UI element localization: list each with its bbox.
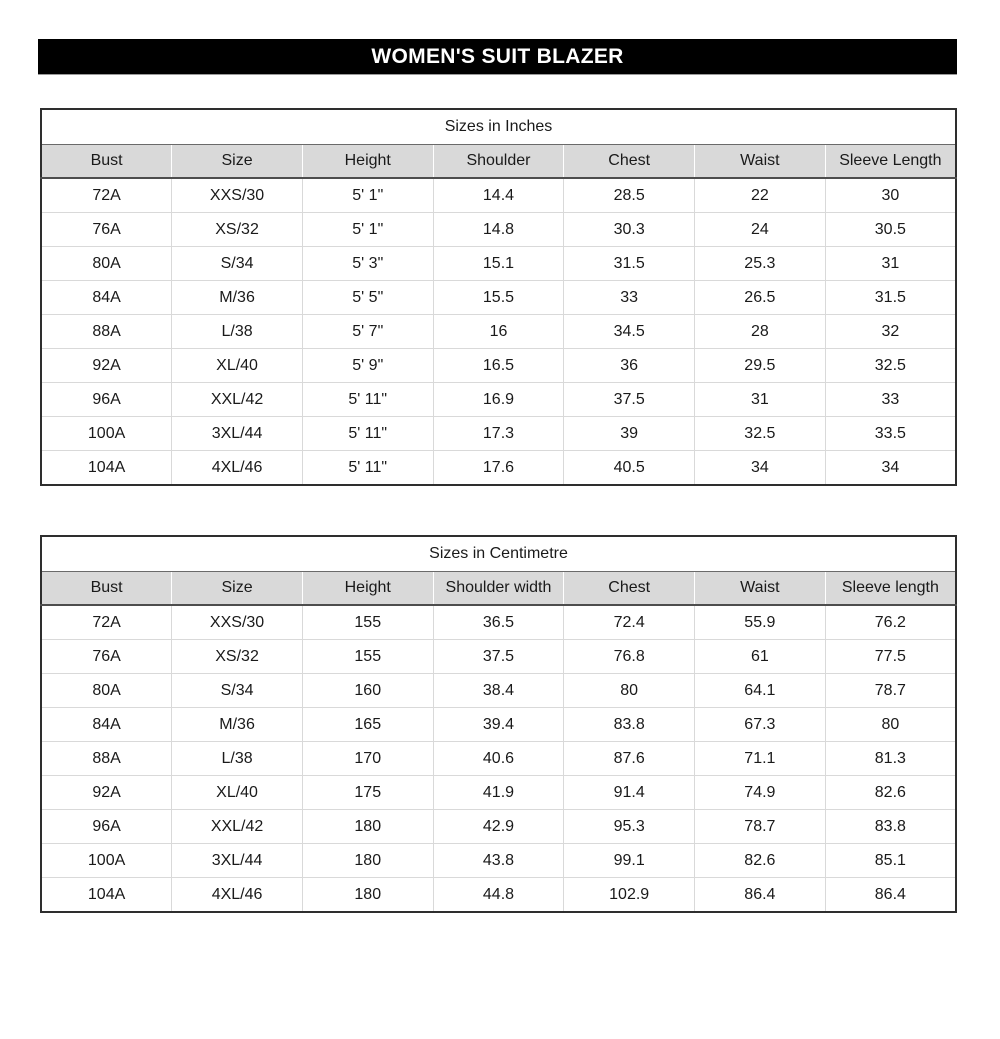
table-cell: 34.5 xyxy=(564,315,695,349)
table-cell: 5' 9" xyxy=(302,349,433,383)
table-cell: 3XL/44 xyxy=(172,417,303,451)
table-cell: 34 xyxy=(825,451,956,486)
table-cell: 91.4 xyxy=(564,776,695,810)
table-row xyxy=(41,349,956,383)
sizes-in-inches-section xyxy=(40,108,957,486)
table-row xyxy=(41,878,956,913)
table-cell: L/38 xyxy=(172,315,303,349)
column-header: Chest xyxy=(564,572,695,606)
table-cell: 24 xyxy=(695,213,826,247)
table-row xyxy=(41,417,956,451)
table-cell: 77.5 xyxy=(825,640,956,674)
table-cell: 175 xyxy=(302,776,433,810)
table-cell: 28.5 xyxy=(564,178,695,213)
table-row xyxy=(41,383,956,417)
table-cell: 30.3 xyxy=(564,213,695,247)
table-title: Sizes in Inches xyxy=(41,109,956,145)
table-cell: 5' 1" xyxy=(302,213,433,247)
table-row xyxy=(41,640,956,674)
table-row xyxy=(41,213,956,247)
table-cell: 5' 1" xyxy=(302,178,433,213)
table-cell: 99.1 xyxy=(564,844,695,878)
table-cell: XXS/30 xyxy=(172,605,303,640)
table-cell: 37.5 xyxy=(433,640,564,674)
column-header: Sleeve length xyxy=(825,572,956,606)
table-cell: 33.5 xyxy=(825,417,956,451)
table-cell: 16.5 xyxy=(433,349,564,383)
table-cell: 80A xyxy=(41,247,172,281)
table-cell: L/38 xyxy=(172,742,303,776)
table-cell: 16 xyxy=(433,315,564,349)
table-cell: S/34 xyxy=(172,247,303,281)
table-cell: 71.1 xyxy=(695,742,826,776)
column-header: Bust xyxy=(41,145,172,179)
column-header: Bust xyxy=(41,572,172,606)
table-cell: 28 xyxy=(695,315,826,349)
table-cell: 15.1 xyxy=(433,247,564,281)
table-cell: 38.4 xyxy=(433,674,564,708)
table-cell: 86.4 xyxy=(825,878,956,913)
table-cell: 78.7 xyxy=(825,674,956,708)
table-cell: 34 xyxy=(695,451,826,486)
table-cell: 72A xyxy=(41,178,172,213)
table-cell: 17.6 xyxy=(433,451,564,486)
table-cell: 39 xyxy=(564,417,695,451)
table-row xyxy=(41,451,956,486)
header-row xyxy=(41,572,956,606)
table-cell: 72A xyxy=(41,605,172,640)
table-cell: 100A xyxy=(41,844,172,878)
table-cell: M/36 xyxy=(172,281,303,315)
table-cell: 80 xyxy=(825,708,956,742)
table-cell: XS/32 xyxy=(172,640,303,674)
table-cell: 55.9 xyxy=(695,605,826,640)
column-header: Height xyxy=(302,145,433,179)
column-header: Waist xyxy=(695,145,826,179)
table-cell: 22 xyxy=(695,178,826,213)
table-cell: 42.9 xyxy=(433,810,564,844)
table-cell: 31 xyxy=(695,383,826,417)
table-cell: 104A xyxy=(41,878,172,913)
size-table-inches xyxy=(40,108,957,486)
table-cell: 5' 7" xyxy=(302,315,433,349)
table-cell: 43.8 xyxy=(433,844,564,878)
table-cell: XXL/42 xyxy=(172,810,303,844)
page-title: WOMEN'S SUIT BLAZER xyxy=(371,44,624,68)
table-cell: 160 xyxy=(302,674,433,708)
table-row xyxy=(41,605,956,640)
table-row xyxy=(41,178,956,213)
table-cell: S/34 xyxy=(172,674,303,708)
title-banner xyxy=(38,39,957,74)
table-cell: 30 xyxy=(825,178,956,213)
table-cell: 102.9 xyxy=(564,878,695,913)
table-cell: 5' 5" xyxy=(302,281,433,315)
table-cell: 33 xyxy=(564,281,695,315)
table-row xyxy=(41,776,956,810)
table-cell: 3XL/44 xyxy=(172,844,303,878)
header-row xyxy=(41,145,956,179)
table-cell: XL/40 xyxy=(172,349,303,383)
table-cell: 14.8 xyxy=(433,213,564,247)
column-header: Size xyxy=(172,145,303,179)
table-cell: 17.3 xyxy=(433,417,564,451)
table-cell: 76A xyxy=(41,213,172,247)
table-cell: 37.5 xyxy=(564,383,695,417)
table-cell: 31.5 xyxy=(564,247,695,281)
table-cell: XL/40 xyxy=(172,776,303,810)
column-header: Chest xyxy=(564,145,695,179)
table-cell: 95.3 xyxy=(564,810,695,844)
table-cell: 170 xyxy=(302,742,433,776)
table-cell: 82.6 xyxy=(825,776,956,810)
table-cell: 92A xyxy=(41,349,172,383)
table-row xyxy=(41,674,956,708)
table-cell: 81.3 xyxy=(825,742,956,776)
table-cell: 84A xyxy=(41,708,172,742)
sizes-in-centimetre-section xyxy=(40,535,957,913)
table-cell: 88A xyxy=(41,742,172,776)
table-cell: 40.6 xyxy=(433,742,564,776)
table-cell: 16.9 xyxy=(433,383,564,417)
table-cell: 32.5 xyxy=(695,417,826,451)
table-row xyxy=(41,844,956,878)
column-header: Shoulder xyxy=(433,145,564,179)
table-row xyxy=(41,247,956,281)
table-cell: 36.5 xyxy=(433,605,564,640)
table-cell: 41.9 xyxy=(433,776,564,810)
table-row xyxy=(41,281,956,315)
table-cell: 78.7 xyxy=(695,810,826,844)
table-cell: 4XL/46 xyxy=(172,878,303,913)
column-header: Sleeve Length xyxy=(825,145,956,179)
table-cell: 26.5 xyxy=(695,281,826,315)
table-cell: 76.8 xyxy=(564,640,695,674)
table-cell: 83.8 xyxy=(564,708,695,742)
size-table-centimetre xyxy=(40,535,957,913)
table-cell: 5' 11" xyxy=(302,417,433,451)
table-title: Sizes in Centimetre xyxy=(41,536,956,572)
table-cell: 87.6 xyxy=(564,742,695,776)
table-cell: 76.2 xyxy=(825,605,956,640)
table-cell: 33 xyxy=(825,383,956,417)
table-cell: 32 xyxy=(825,315,956,349)
table-cell: 31.5 xyxy=(825,281,956,315)
table-cell: 86.4 xyxy=(695,878,826,913)
table-cell: 96A xyxy=(41,383,172,417)
table-cell: 44.8 xyxy=(433,878,564,913)
table-cell: 165 xyxy=(302,708,433,742)
table-cell: 5' 11" xyxy=(302,451,433,486)
table-row xyxy=(41,315,956,349)
table-cell: 76A xyxy=(41,640,172,674)
table-cell: 96A xyxy=(41,810,172,844)
table-cell: 36 xyxy=(564,349,695,383)
table-cell: 31 xyxy=(825,247,956,281)
table-row xyxy=(41,742,956,776)
table-cell: XXS/30 xyxy=(172,178,303,213)
table-cell: 67.3 xyxy=(695,708,826,742)
table-cell: 180 xyxy=(302,844,433,878)
table-cell: 72.4 xyxy=(564,605,695,640)
table-cell: 39.4 xyxy=(433,708,564,742)
table-cell: 80A xyxy=(41,674,172,708)
table-cell: XS/32 xyxy=(172,213,303,247)
table-cell: 61 xyxy=(695,640,826,674)
table-cell: 29.5 xyxy=(695,349,826,383)
table-cell: 82.6 xyxy=(695,844,826,878)
size-chart-page xyxy=(0,39,1000,913)
column-header: Height xyxy=(302,572,433,606)
table-cell: 5' 11" xyxy=(302,383,433,417)
table-body xyxy=(41,178,956,485)
table-cell: 40.5 xyxy=(564,451,695,486)
table-cell: 83.8 xyxy=(825,810,956,844)
table-title-row xyxy=(41,109,956,145)
table-cell: 4XL/46 xyxy=(172,451,303,486)
table-row xyxy=(41,708,956,742)
table-cell: 180 xyxy=(302,810,433,844)
table-body xyxy=(41,605,956,912)
column-header: Shoulder width xyxy=(433,572,564,606)
table-cell: 30.5 xyxy=(825,213,956,247)
table-cell: 155 xyxy=(302,605,433,640)
table-cell: 25.3 xyxy=(695,247,826,281)
table-cell: XXL/42 xyxy=(172,383,303,417)
table-cell: 84A xyxy=(41,281,172,315)
table-title-row xyxy=(41,536,956,572)
table-row xyxy=(41,810,956,844)
table-cell: 32.5 xyxy=(825,349,956,383)
table-cell: 92A xyxy=(41,776,172,810)
table-cell: 104A xyxy=(41,451,172,486)
table-cell: 64.1 xyxy=(695,674,826,708)
table-cell: 74.9 xyxy=(695,776,826,810)
table-cell: 5' 3" xyxy=(302,247,433,281)
table-cell: 180 xyxy=(302,878,433,913)
column-header: Waist xyxy=(695,572,826,606)
table-cell: 155 xyxy=(302,640,433,674)
table-cell: 88A xyxy=(41,315,172,349)
table-cell: 85.1 xyxy=(825,844,956,878)
table-cell: 100A xyxy=(41,417,172,451)
table-cell: 14.4 xyxy=(433,178,564,213)
table-cell: M/36 xyxy=(172,708,303,742)
table-cell: 15.5 xyxy=(433,281,564,315)
table-cell: 80 xyxy=(564,674,695,708)
column-header: Size xyxy=(172,572,303,606)
